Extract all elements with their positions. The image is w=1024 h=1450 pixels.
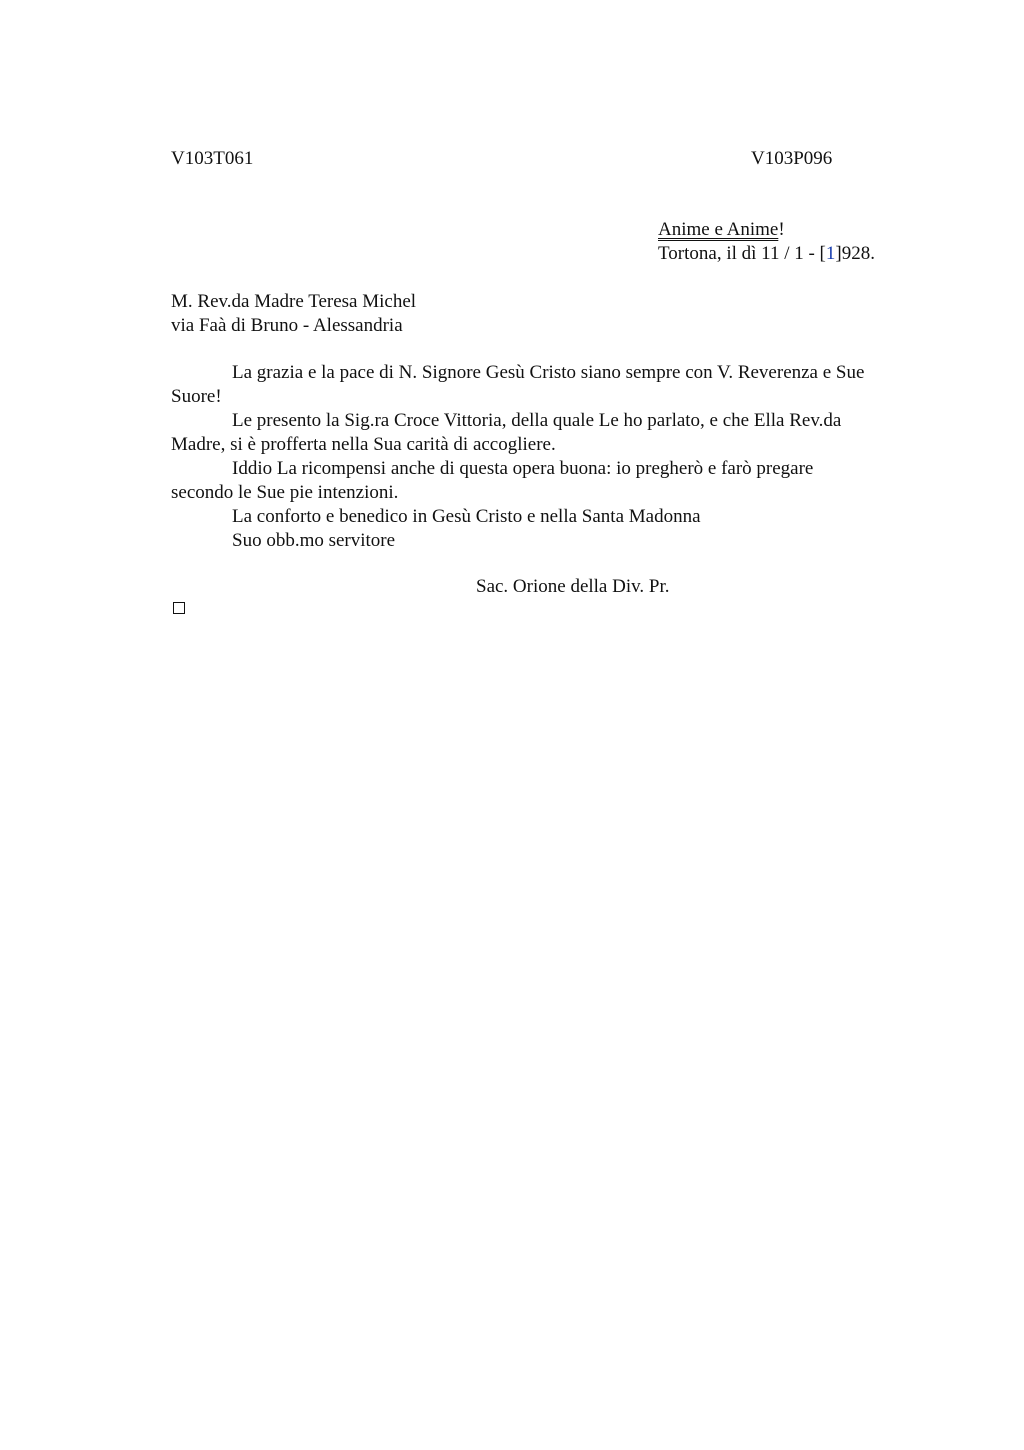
closing-line: Suo obb.mo servitore (232, 530, 396, 551)
addressee-name: M. Rev.da Madre Teresa Michel (171, 291, 417, 312)
paragraph-4-line-1: La conforto e benedico in Gesù Cristo e nella Santa Madonna (232, 506, 701, 527)
signature: Sac. Orione della Div. Pr. (476, 576, 670, 597)
place-date-bracket: 1 (825, 243, 836, 264)
letter-body (171, 361, 931, 553)
document-code-right: V103P096 (751, 148, 833, 169)
paragraph-2-line-2: Madre, si è profferta nella Sua carità di accogliere. (171, 434, 556, 455)
paragraph-1-line-1: La grazia e la pace di N. Signore Gesù Cristo siano sempre con V. Reverenza e Sue (232, 362, 865, 383)
paragraph-3-line-1: Iddio La ricompensi anche di questa opera buona: io pregherò e farò pregare (232, 458, 814, 479)
motto-exclamation: ! (778, 219, 785, 240)
paragraph-1-line-2: Suore! (171, 386, 222, 407)
paragraph-2-line-1: Le presento la Sig.ra Croce Vittoria, della quale Le ho parlato, e che Ella Rev.da (232, 410, 842, 431)
motto-line (658, 218, 785, 242)
addressee-block (171, 290, 931, 338)
addressee-address: via Faà di Bruno - Alessandria (171, 315, 403, 336)
place-date-prefix: Tortona, il dì 11 / 1 - [ (658, 243, 826, 264)
empty-checkbox-icon (173, 602, 185, 614)
place-date (658, 242, 875, 266)
motto-text: Anime e Anime (658, 219, 779, 240)
paragraph-3-line-2: secondo le Sue pie intenzioni. (171, 482, 399, 503)
place-date-suffix: ]928. (835, 243, 875, 264)
document-code-left: V103T061 (171, 148, 254, 169)
